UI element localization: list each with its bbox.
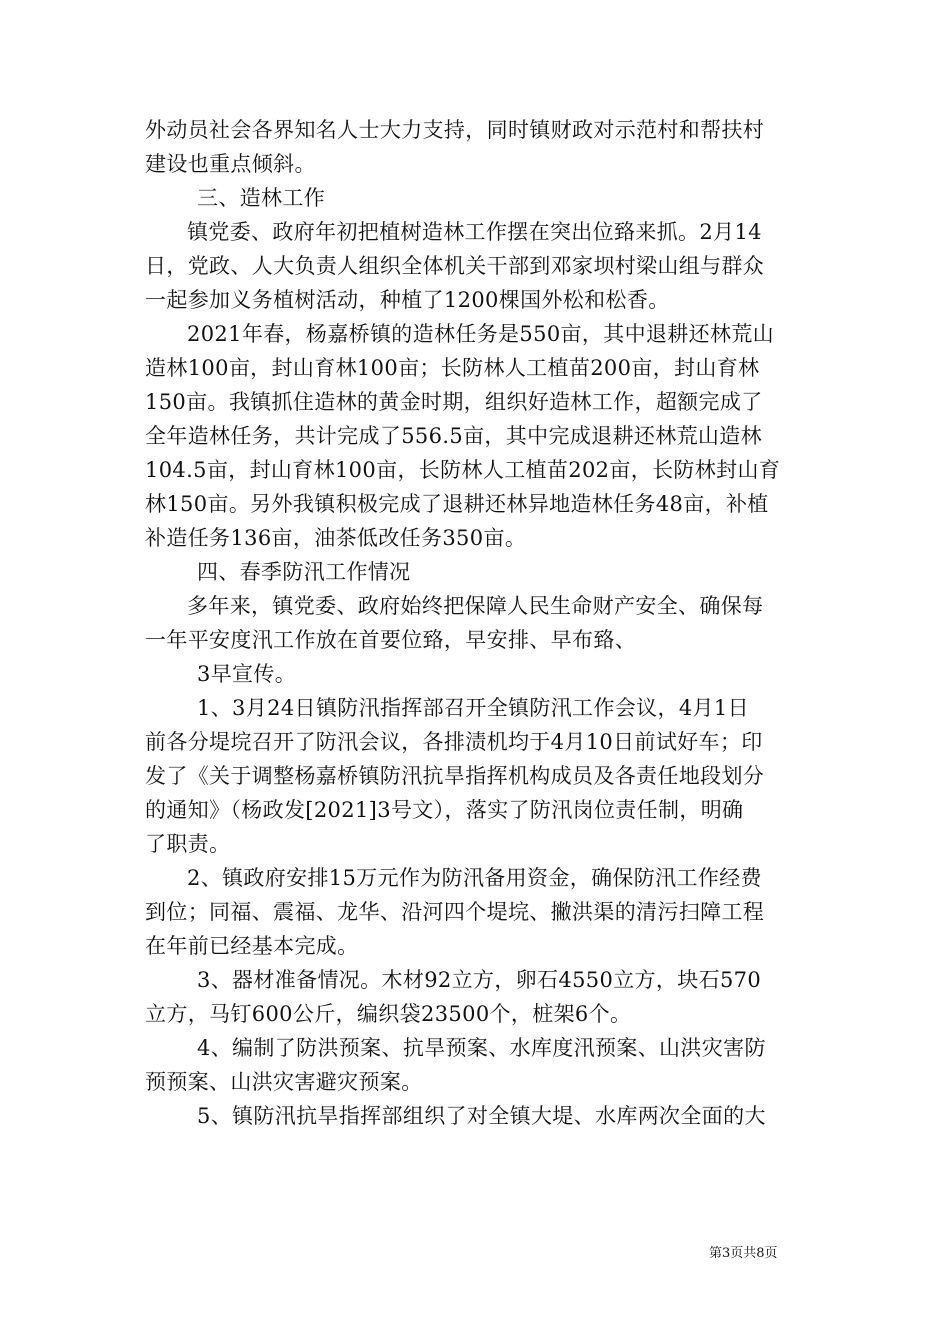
- text-line: 4、编制了防洪预案、抗旱预案、水库度汛预案、山洪灾害防: [197, 1036, 766, 1060]
- text-line: 日，党政、人大负责人组织全体机关干部到邓家坝村梁山组与群众: [145, 254, 765, 278]
- text-line: 建设也重点倾斜。: [145, 152, 316, 176]
- text-line: 林150亩。另外我镇积极完成了退耕还林异地造林任务48亩，补植: [145, 492, 769, 516]
- text-line: 外动员社会各界知名人士大力支持，同时镇财政对示范村和帮扶村: [145, 118, 765, 142]
- text-line: 多年来，镇党委、政府始终把保障人民生命财产安全、确保每: [187, 594, 764, 618]
- text-line: 一年平安度汛工作放在首要位臵，早安排、早布臵、: [145, 628, 637, 652]
- text-line: 5、镇防汛抗旱指挥部组织了对全镇大堤、水库两次全面的大: [197, 1104, 766, 1128]
- document-body: [145, 113, 805, 1133]
- text-line: 3、器材准备情况。木材92立方，卵石4550立方，块石570: [197, 968, 762, 992]
- page-number: 第3页共8页: [709, 1246, 778, 1261]
- text-line: 补造任务136亩，油茶低改任务350亩。: [145, 526, 527, 550]
- section-heading-flood-control: 四、春季防汛工作情况: [197, 560, 411, 584]
- text-line: 发了《关于调整杨嘉桥镇防汛抗旱指挥机构成员及各责任地段划分: [145, 764, 765, 788]
- text-line: 的通知》（杨政发[2021]3号文），落实了防汛岗位责任制，明确: [145, 798, 744, 822]
- text-line: 150亩。我镇抓住造林的黄金时期，组织好造林工作，超额完成了: [145, 390, 763, 414]
- text-line: 2021年春，杨嘉桥镇的造林任务是550亩，其中退耕还林荒山: [187, 322, 775, 346]
- text-line: 立方，马钉600公斤，编织袋23500个，桩架6个。: [145, 1002, 632, 1026]
- text-line: 了职责。: [145, 832, 231, 856]
- text-line: 全年造林任务，共计完成了556.5亩，其中完成退耕还林荒山造林: [145, 424, 762, 448]
- text-line: 镇党委、政府年初把植树造林工作摆在突出位臵来抓。2月14: [187, 220, 762, 244]
- text-line: 3早宣传。: [197, 662, 297, 686]
- text-line: 到位；同福、震福、龙华、沿河四个堤垸、撇洪渠的清污扫障工程: [145, 900, 765, 924]
- text-line: 前各分堤垸召开了防汛会议，各排渍机均于4月10日前试好车；印: [145, 730, 763, 754]
- text-line: 预预案、山洪灾害避灾预案。: [145, 1070, 423, 1094]
- text-line: 一起参加义务植树活动，种植了1200棵国外松和松香。: [145, 288, 670, 312]
- text-line: 在年前已经基本完成。: [145, 934, 359, 958]
- text-line: 104.5亩，封山育林100亩，长防林人工植苗202亩，长防林封山育: [145, 458, 781, 482]
- text-line: 2、镇政府安排15万元作为防汛备用资金，确保防汛工作经费: [187, 866, 762, 890]
- text-line: 造林100亩，封山育林100亩；长防林人工植苗200亩，封山育林: [145, 356, 760, 380]
- section-heading-afforestation: 三、造林工作: [197, 186, 326, 210]
- text-line: 1、3月24日镇防汛指挥部召开全镇防汛工作会议，4月1日: [197, 696, 749, 720]
